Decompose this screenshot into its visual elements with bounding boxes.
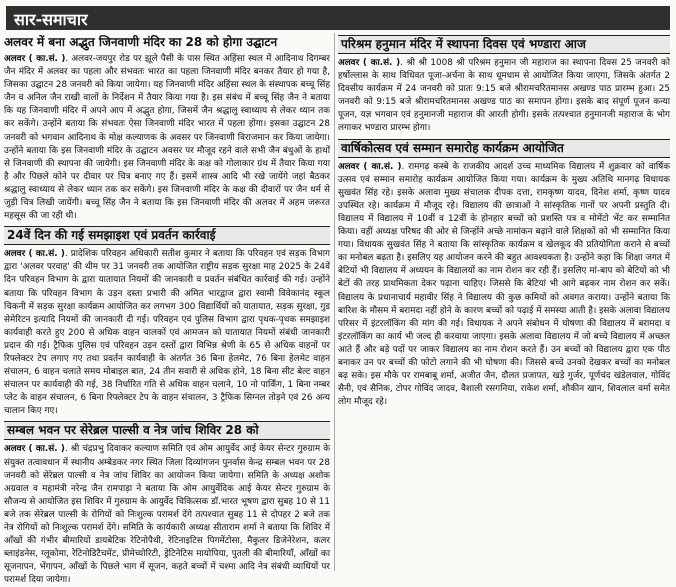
- article-headline: वार्षिकोत्सव एवं सम्मान समारोह कार्यक्रम आयोजित: [338, 139, 670, 158]
- article-byline: अलवर ( का.सं. ): [338, 58, 401, 68]
- article-headline: सम्बल भवन पर सेरेब्रल पाल्सी व नेत्र जांच शिविर 28 को: [4, 421, 330, 440]
- article-body: [4, 443, 330, 587]
- article-byline: अलवर ( का.सं. ): [338, 161, 402, 172]
- article-text: . प्रादेशिक परिवहन अधिकारी सतीश कुमार ने बताया कि परिवहन एवं सड़क विभाग द्वारा 'अलवर परवाह' की थीम पर 31 जनवरी तक आयोजित राष्ट्रीय सड़क सुरक्षा माह 2025 के 24वें दिन परिवहन विभाग के द्वारा यातायात नियमों की जानकारी व प्रवर्तन संबंधित कार्रवाई की गई। उन्होंने बताया कि परिवहन विभाग के उड़न दस्ता प्रभारी की अमित भारद्वाज द्वारा स्वामी विवेकानंद स्कूल चिकनी में सड़क सुरक्षा कार्यक्रम आयोजित कर लगभग 300 विद्यार्थियों को यातायात, सड़क सुरक्षा, गुड सेमेरिटन इत्यादि नियमों की जानकारी दी गई। परिवहन एवं पुलिस विभाग द्वारा पृथक-पृथक समझाइश कार्यवाही करते हुए 200 से अधिक वाहन चालकों एवं आमजन को यातायात नियमों संबंधी जानकारी प्रदान की गई। ट्रैफिक पुलिस एवं परिवहन उड़न दस्तों द्वारा विभिन्न श्रेणी के 65 से अधिक वाहनों पर रिफ्लेक्टर टेप लगाए गए तथा प्रवर्तन कार्यवाही के अंतर्गत 36 बिना हेलमेट, 76 बिना हेलमेट वाहन संचालन, 6 वाहन चलाते समय मोबाइल बात, 24 तीन सवारी से अधिक होने, 18 बिना सीट बेल्ट वाहन संचालन पर कार्यवाही की गई, 38 निर्धारित गति से अधिक वाहन चलाने, 10 नो पार्किंग, 1 बिना नम्बर प्लेट के वाहन संचालन, 6 बिना रिफ्लेक्टर टेप के वाहन संचालन, 3 ट्रैफिक सिग्नल तोड़ने एवं 26 अन्य चालान किए गए।: [4, 249, 330, 417]
- article-text: . श्री श्री 1008 श्री परिश्रम हनुमान जी महाराज का स्थापना दिवस 25 जनवरी को हर्षोल्लास के साथ विधिवत पूजा-अर्चना के साथ धूमधाम से आयोजित किया जाएगा, जिसके अंतर्गत 2 दिवसीय कार्यक्रम में 24 जनवरी को प्रातः 9:15 बजे श्रीरामचरितमानस अखण्ड पाठ प्रारम्भ हुआ। 25 जनवरी को 9:15 बजे श्रीरामचरितमानस अखण्ड पाठ का समापन होगा। इसके बाद संपूर्ण पूजन कन्या पूजन, यज्ञ भगवान एवं हनुमानजी महाराज की आरती होगी। इसके तत्पश्चात हनुमानजी महाराज के भोग लगाकर भण्डारा प्रारम्भ होगा।: [338, 58, 671, 134]
- article-byline: अलवर ( का.सं. ): [4, 54, 66, 64]
- article-text: . अलवर-जयपुर रोड पर झूले पैसी के पास स्थित अहिंसा स्थल में आदिनाथ दिगम्बर जैन मंदिर में अलवर का पहला और संभवतः भारत का पहला जिनवाणी मंदिर बनकर तैयार हो गया है, जिसका उद्घाटन 28 जनवरी को किया जायेगा। यह जिनवाणी मंदिर अहिंसा स्थल के संस्थापक बच्चू सिंह जैन व अनिल जैन राखी वालों के निर्देशन में तैयार किया गया है। इस संबंध में बच्चू सिंह जैन ने बताया कि यह जिनवाणी मंदिर में अपने आप में अद्भुत होगा, जिसमें जैन श्रद्धालु स्वाध्याय से लेकर ध्यान तक कर सकेंगे। उन्होंने बताया कि संभवतः ऐसा जिनवाणी मंदिर भारत में पहला होगा। इसका उद्घाटन 28 जनवरी को भगवान आदिनाथ के मोक्ष कल्याणक के अवसर पर जिनवाणी विराजमान कर किया जायेगा। उन्होंने बताया कि इस जिनवाणी मंदिर के उद्घाटन अवसर पर मौजूद रहने वाले सभी जैन बंधुओं के हाथों से जिनवाणी की स्थापना की जायेगी। इस जिनवाणी मंदिर के कक्ष को गोलाकार ग्रंथ में तैयार किया गया है और पिछले कोने पर दीवार पर चित्र बनाए गए हैं। इसमें शास्त्र आदि भी रखे जायेंगे जहां बैठकर श्रद्धालु स्वाध्याय से लेकर ध्यान तक कर सकेंगे। इस जिनवाणी मंदिर के कक्ष की दीवारों पर जैन धर्म से जुड़ी चित्र लिखी जायेंगी। बच्चू सिंह जैन ने बताया कि इस जिनवाणी मंदिर की अलवर में अहम जरूरत महसूस की जा रही थी।: [4, 54, 330, 222]
- section-masthead: [6, 6, 670, 30]
- article: [4, 421, 330, 587]
- article-body: [338, 57, 670, 136]
- article-text: . रामगढ़ कस्बे के राजकीय आदर्श उच्च माध्यमिक विद्यालय में शुक्रवार को वार्षिक उत्सव एवं सम्मान समारोह कार्यक्रम आयोजित किया गया। कार्यक्रम के मुख्य अतिथि मानगढ़ विधायक सुखवंत सिंह रहे। इसके अलावा मुख्य संचालक दीपक दत्ता, रामकृष्ण यादव, दिनेश शर्मा, कृष्ण यादव उपस्थित रहे। कार्यक्रम में मौजूद रहे। विद्यालय की छात्राओं ने सांस्कृतिक गानों पर अपनी प्रस्तुति दी। विद्यालय में विद्यालय में 10वीं व 12वीं के होनहार बच्चों को प्रशस्ति पत्र व मोमेंटो भेंट कर सम्मानित किया। वहीं अध्यक्ष परिषद की ओर से जिन्होंने अच्छे नामांकन बढ़ाने वाले शिक्षकों को भी सम्मानित किया गया। विधायक सुखवंत सिंह ने बताया कि सांस्कृतिक कार्यक्रम व खेलकूद की प्रतियोगिता कराने से बच्चों का मनोबल बढ़ता है। इसलिए यह आयोजन करने की बहुत आवश्यकता है। उन्होंने कहा कि शिक्षा जगत में बेटियों भी विद्यालय में अध्ययन के विद्यालयों का नाम रोशन कर रही हैं। इसलिए मां-बाप को बेटियों को भी बेटों की तरह प्राथमिकता देकर पढ़ाना चाहिए। जिससे कि बेटियां भी आगे बढ़कर नाम रोशन कर सकें। विद्यालय के प्रधानाचार्य महावीर सिंह ने विद्यालय की कुछ कमियों को अवगत कराया। उन्होंने बताया कि बारिश के मौसम में बरामदा नहीं होने के कारण बच्चों को पढ़ाई में समस्या आती है। इसके अलावा विद्यालय परिसर में इंटरलॉकिंग की मांग की गई। विधायक ने अपने संबोधन में घोषणा की विद्यालय में बरामदा व इंटरलॉकिंग का कार्य भी जल्द ही करवाया जाएगा। इसके अलावा विद्यालय में जो बच्चे विद्यालय में अच्छल आते हैं और बड़े पदों पर जाकर विद्यालय का नाम रोशन करते हैं। उन बच्चों को विद्यालय द्वारा एक पीठ बनाकर उन पर बच्चों की फोटो लगाने की भी घोषणा की। जिससे बच्चे उनको देखकर बच्चों का मनोबल बढ़ सके। इस मौके पर रामबाबू शर्मा, अजीत जैन, दौलत प्रजापत, खड़े गुर्जर, पूर्णचंद खंडेलवाल, गोविंद सैनी, एवं सैनिक, टोपर गोविंद जादव, वैशाली रसगनिया, राकेश शर्मा, शौकीन खान, शिवलाल वर्मा समेत लोग मौजूद रहे।: [338, 161, 670, 408]
- article-body: [4, 53, 330, 223]
- article-body: [338, 161, 670, 410]
- article-headline: अलवर में बना अद्भुत जिनवाणी मंदिर का 28 को होगा उद्घाटन: [4, 35, 278, 49]
- article: [4, 35, 330, 223]
- article: [338, 35, 670, 136]
- article-headline: 24वें दिन की गई समझाइश एवं प्रवर्तन कार्रवाई: [4, 226, 330, 245]
- section-title: सार-समाचार: [14, 10, 88, 29]
- article-text: . श्री चंद्रप्रभु दिवाकर कल्याण समिति एवं ओम आयुर्वेद आई केयर सेन्टर गुरुग्राम के संयुक्त तत्वावधान में स्थानीय अम्बेडकर नगर स्थित जिला दिव्यांगजन पुनर्वास केन्द्र सम्बल भवन पर 28 जनवरी को सेरेब्रल पाल्सी व नेत्र जांच शिविर का आयोजन किया जायेगा। समिति के अध्यक्ष अशोक अग्रवाल व महामंत्री नरेन्द्र जैन रामपाड़ा ने बताया कि ओम आयुर्वेदिक आई केयर सेन्टर गुरुग्राम के सौजन्य से आयोजित इस शिविर में गुरुग्राम के आयुर्वेद चिकित्सक डॉ.भारत भूषण द्वारा सुबह 10 से 11 बजे तक सेरेब्रल पाल्सी के रोगियों को निःशुल्क परामर्श देंगे तत्पश्चात सुबह 11 से दोपहर 2 बजे तक नेत्र रोगियों को निःशुल्क परामर्श देंगे। समिति के कार्यकारी अध्यक्ष सीताराम शर्मा ने बताया कि शिविर में आँखों की गंभीर बीमारियों डायबेटिक रेटिनोपैथी, रेटिनाइटिस पिगमेंटोसा, मैकुलर डिजेनेरेशन, कलर ब्लाइंडनेस, ग्लूकोमा, रेटिनोडिटैचमेंट, प्रीमेच्योरिटी, ड्रेटिनेटिस मायोपिया, पुतली की बीमारियाँ, आँखों का सूजनापन, भेंगापन, आँखों के पिछले भाग में सूजन, कहते बच्चों में चश्मा आदि नेत्र संबंधी व्याधियों पर परामर्श दिया जायेगा।: [4, 444, 330, 586]
- article-byline: अलवर ( का.सं. ): [4, 444, 65, 455]
- article-headline: परिश्रम हनुमान मंदिर में स्थापना दिवस एवं भण्डारा आज: [338, 35, 670, 54]
- article: [338, 139, 670, 410]
- article-body: [4, 248, 330, 418]
- column-divider: [334, 33, 335, 571]
- article-byline: अलवर ( का.सं. ): [4, 249, 65, 260]
- right-column: [338, 33, 670, 573]
- article: [4, 226, 330, 418]
- left-column: [4, 33, 330, 586]
